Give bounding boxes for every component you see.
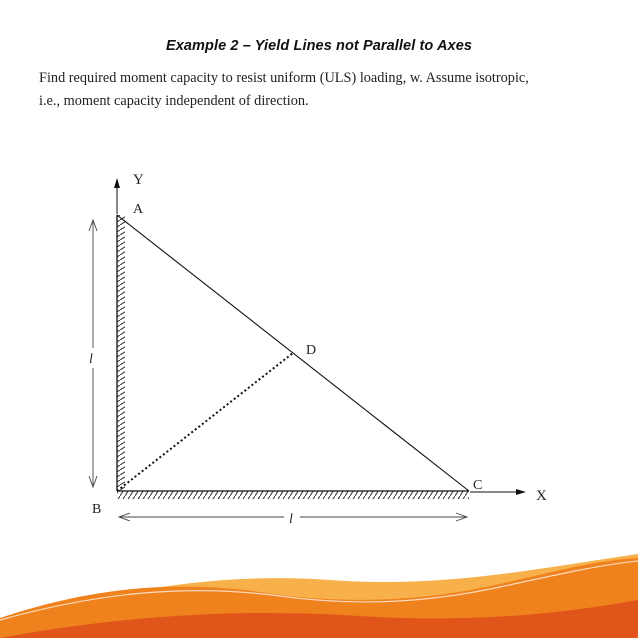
problem-text-line-1: Find required moment capacity to resist uniform (ULS) loading, w. Assume isotropic, xyxy=(39,70,529,86)
problem-text-line-2: i.e., moment capacity independent of direction. xyxy=(39,93,309,109)
left-edge-support-hatch xyxy=(117,215,125,491)
vertical-dimension-label: l xyxy=(89,352,93,367)
x-axis-arrowhead xyxy=(516,489,526,495)
y-axis-label: Y xyxy=(133,172,144,188)
point-a-label: A xyxy=(133,202,144,217)
yield-line-bd xyxy=(117,353,293,491)
point-c-label: C xyxy=(473,478,483,493)
y-axis-arrowhead xyxy=(114,178,120,188)
x-axis-label: X xyxy=(536,488,547,504)
decorative-wave-footer xyxy=(0,530,638,638)
point-b-label: B xyxy=(92,502,102,517)
bottom-edge-support-hatch xyxy=(117,491,469,499)
horizontal-dimension-label: l xyxy=(289,512,293,527)
example-title: Example 2 – Yield Lines not Parallel to Axes xyxy=(165,38,473,54)
point-d-label: D xyxy=(306,343,317,358)
